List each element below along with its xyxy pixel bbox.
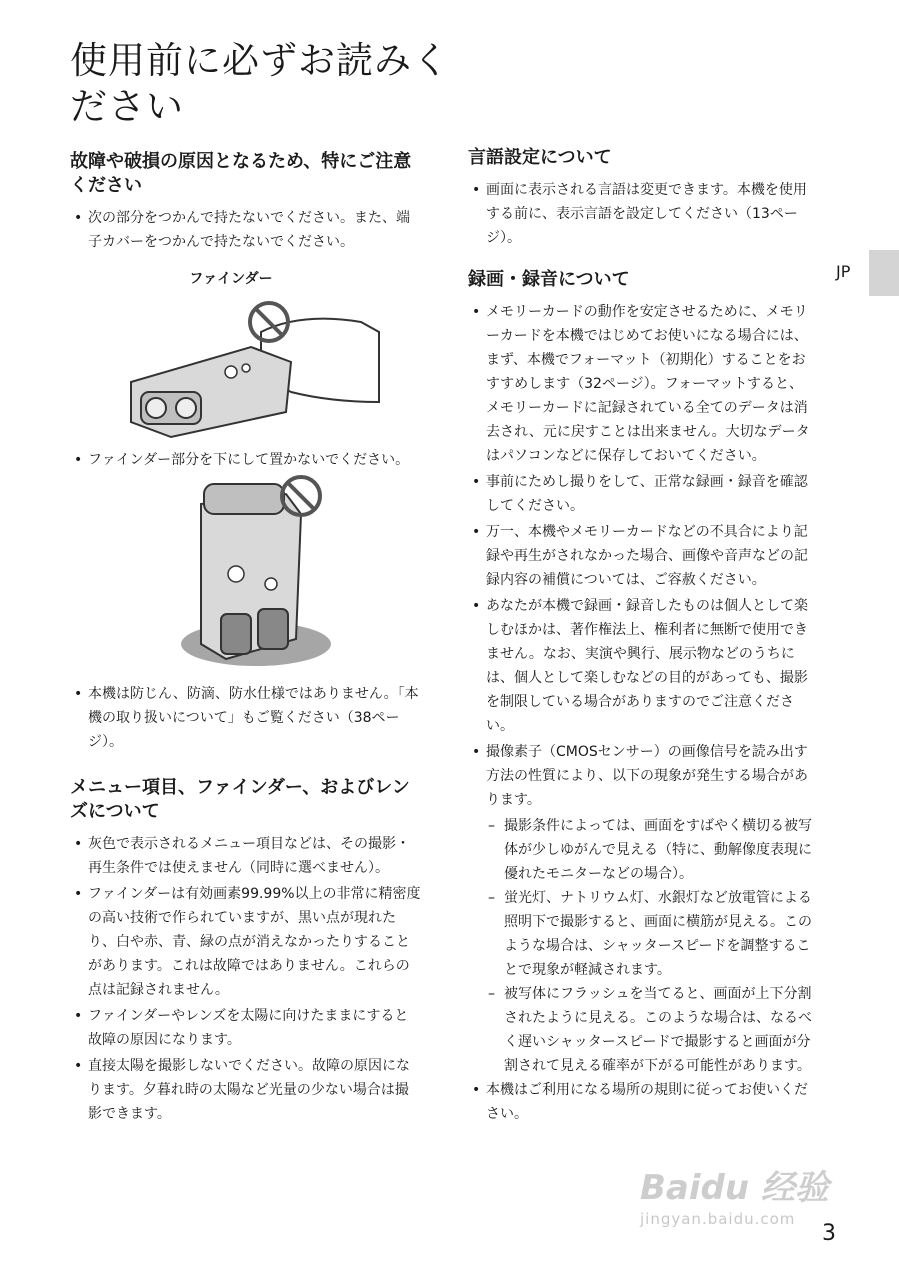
list-item: • 灰色で表示されるメニュー項目などは、その撮影・再生条件では使えません（同時に選べません）。 bbox=[70, 832, 422, 880]
section-heading-language: 言語設定について bbox=[468, 147, 612, 168]
section-heading-recording: 録画・録音について bbox=[468, 269, 630, 290]
list-item: • ファインダーは有効画素99.99%以上の非常に精密度の高い技術で作られていますが、黒い点が現れたり、白や赤、青、緑の点が消えなかったりすることがあります。これは故障ではありません。これらの点は記録されません。 bbox=[70, 882, 422, 1002]
section-heading-damage: 故障や破損の原因となるため、特にご注意ください bbox=[70, 151, 412, 196]
sub-list-item: – 撮影条件によっては、画面をすばやく横切る被写体が少しゆがんで見える（特に、動解像度表現に優れたモニターなどの場合）。 bbox=[468, 814, 816, 886]
left-column bbox=[70, 150, 422, 1128]
watermark-url: jingyan.baidu.com bbox=[640, 1210, 796, 1228]
recording-list bbox=[468, 300, 816, 812]
damage-list bbox=[70, 206, 422, 254]
binocular-upside-down-illustration bbox=[146, 474, 346, 674]
watermark-logo: Baidu 经验 bbox=[640, 1168, 829, 1208]
list-item: • 直接太陽を撮影しないでください。故障の原因になります。夕暮れ時の太陽など光量の少ない場合は撮影できます。 bbox=[70, 1054, 422, 1126]
sub-list-item: – 蛍光灯、ナトリウム灯、水銀灯など放電管による照明下で撮影すると、画面に横筋が見える。このような場合は、シャッタースピードを調整することで現象が軽減されます。 bbox=[468, 886, 816, 982]
sub-list-item: – 被写体にフラッシュを当てると、画面が上下分割されたように見える。このような場合は、なるべく遅いシャッタースピードで撮影すると画面が分割されて見える確率が下がる可能性があります。 bbox=[468, 982, 816, 1078]
list-item: • 万一、本機やメモリーカードなどの不具合により記録や再生がされなかった場合、画像や音声などの記録内容の補償については、ご容赦ください。 bbox=[468, 520, 816, 592]
page-title: 使用前に必ずお読みください bbox=[70, 39, 450, 128]
language-list bbox=[468, 178, 816, 250]
menu-finder-lens-list bbox=[70, 832, 422, 1126]
damage-list-3 bbox=[70, 682, 422, 754]
recording-list-end bbox=[468, 1078, 816, 1126]
list-item: • 事前にためし撮りをして、正常な録画・録音を確認してください。 bbox=[468, 470, 816, 518]
figure-caption-finder: ファインダー bbox=[189, 271, 273, 287]
list-item: • 画面に表示される言語は変更できます。本機を使用する前に、表示言語を設定してください（13ページ）。 bbox=[468, 178, 816, 250]
damage-list-2 bbox=[70, 448, 422, 472]
right-column bbox=[468, 146, 816, 1128]
list-item: • ファインダーやレンズを太陽に向けたままにすると故障の原因になります。 bbox=[70, 1004, 422, 1052]
section-heading-menu-finder-lens: メニュー項目、ファインダー、およびレンズについて bbox=[70, 777, 410, 822]
list-item: • あなたが本機で録画・録音したものは個人として楽しむほかは、著作権法上、権利者に無断で使用できません。なお、実演や興行、展示物などのうちには、個人として楽しむなどの目的があっても、撮影を制限している場合がありますのでご注意ください。 bbox=[468, 594, 816, 738]
list-item: • 撮像素子（CMOSセンサー）の画像信号を読み出す方法の性質により、以下の現象が発生する場合があります。 bbox=[468, 740, 816, 812]
list-item: • ファインダー部分を下にして置かないでください。 bbox=[70, 448, 422, 472]
language-tab-label: JP bbox=[836, 262, 851, 281]
list-item: • 本機は防じん、防滴、防水仕様ではありません。「本機の取り扱いについて」もご覧ください（38ページ）。 bbox=[70, 682, 422, 754]
binocular-grip-illustration bbox=[111, 292, 381, 442]
language-tab bbox=[869, 250, 899, 296]
list-item: • 次の部分をつかんで持たないでください。また、端子カバーをつかんで持たないでください。 bbox=[70, 206, 422, 254]
list-item: • 本機はご利用になる場所の規則に従ってお使いください。 bbox=[468, 1078, 816, 1126]
page-number: 3 bbox=[822, 1221, 836, 1246]
recording-sublist bbox=[468, 814, 816, 1078]
list-item: • メモリーカードの動作を安定させるために、メモリーカードを本機ではじめてお使いになる場合には、まず、本機でフォーマット（初期化）することをおすすめします（32ページ）。フォーマットすると、メモリーカードに記録されている全てのデータは消去され、元に戻すことは出来ません。大切なデータはパソコンなどに保存しておいてください。 bbox=[468, 300, 816, 468]
